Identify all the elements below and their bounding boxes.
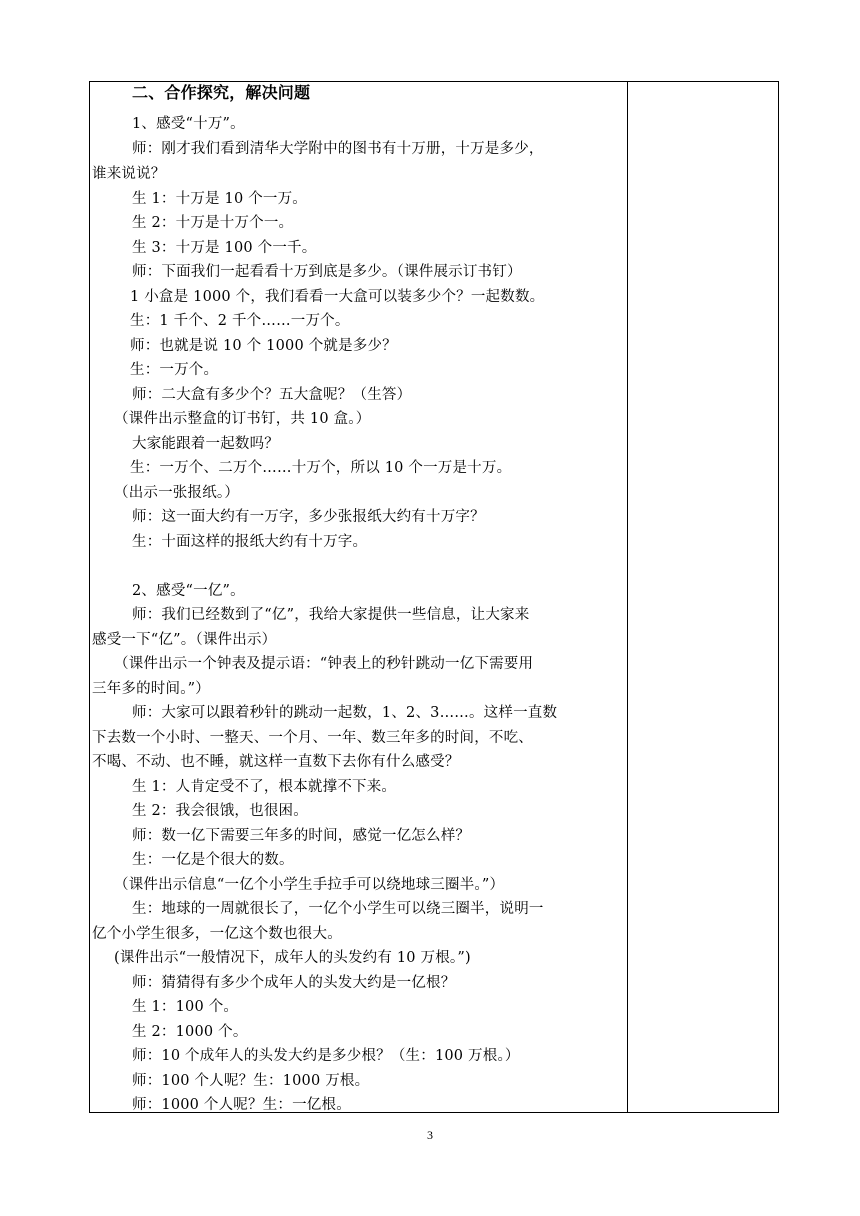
text-line: 下去数一个小时、一整天、一个月、一年、数三年多的时间，不吃、: [92, 730, 533, 746]
text-line: 生 1：100 个。: [132, 999, 239, 1015]
text-line: 大家能跟着一起数吗？: [132, 436, 279, 452]
text-line: 三年多的时间。”）: [92, 681, 210, 697]
text-line: 生 1：人肯定受不了，根本就撑不下来。: [132, 779, 397, 795]
text-line: 2、感受“一亿”。: [132, 583, 245, 599]
section-heading: 二、合作探究，解决问题: [132, 83, 311, 102]
text-line: 师：也就是说 10 个 1000 个就是多少？: [130, 338, 397, 354]
text-line: （出示一张报纸。）: [114, 485, 240, 501]
text-line: 生：1 千个、2 千个……一万个。: [130, 313, 350, 329]
text-line: 生：一亿是个很大的数。: [132, 852, 294, 868]
text-line: 生：一万个、二万个……十万个，所以 10 个一万是十万。: [130, 460, 512, 476]
text-line: 生 3：十万是 100 个一千。: [132, 240, 317, 256]
text-line: 师：这一面大约有一万字，多少张报纸大约有十万字？: [132, 509, 485, 525]
text-line: 生 2：十万是十万个一。: [132, 215, 294, 231]
text-line: 师：刚才我们看到清华大学附中的图书有十万册，十万是多少，: [132, 141, 544, 157]
text-line: 师：10 个成年人的头发大约是多少根？（生：100 万根。）: [132, 1048, 520, 1064]
text-line: （课件出示整盒的订书钉，共 10 盒。）: [114, 411, 371, 427]
text-line: 师：100 个人呢？生：1000 万根。: [132, 1073, 370, 1089]
text-line: 师：二大盒有多少个？五大盒呢？（生答）: [132, 387, 412, 403]
text-line: 师：下面我们一起看看十万到底是多少。（课件展示订书钉）: [132, 264, 522, 280]
text-line: 感受一下“亿”。（课件出示）: [92, 632, 277, 648]
text-line: 生：十面这样的报纸大约有十万字。: [132, 534, 368, 550]
text-line: 师：大家可以跟着秒针的跳动一起数，1、2、3……。这样一直数: [132, 705, 558, 721]
text-line: 生：一万个。: [130, 362, 219, 378]
text-line: 1 小盒是 1000 个，我们看看一大盒可以装多少个？一起数数。: [130, 289, 545, 305]
text-line: 师：猜猜得有多少个成年人的头发大约是一亿根？: [132, 975, 456, 991]
page-number: 3: [427, 1128, 433, 1142]
text-line: 不喝、不动、也不睡，就这样一直数下去你有什么感受？: [92, 754, 460, 770]
text-line: 生 1：十万是 10 个一万。: [132, 191, 308, 207]
column-divider: [627, 82, 628, 1112]
text-line: （课件出示一个钟表及提示语：“钟表上的秒针跳动一亿下需要用: [114, 656, 534, 672]
text-line: 亿个小学生很多，一亿这个数也很大。: [92, 926, 342, 942]
text-line: 生 2：1000 个。: [132, 1024, 248, 1040]
text-line: 师：1000 个人呢？生：一亿根。: [132, 1097, 351, 1113]
text-line: （课件出示信息“一亿个小学生手拉手可以绕地球三圈半。”）: [114, 877, 505, 893]
text-line: (课件出示“一般情况下，成年人的头发约有 10 万根。”): [114, 950, 471, 966]
text-line: 生 2：我会很饿，也很困。: [132, 803, 308, 819]
text-line: 师：数一亿下需要三年多的时间，感觉一亿怎么样？: [132, 828, 471, 844]
text-line: 谁来说说？: [92, 166, 166, 182]
text-line: 生：地球的一周就很长了，一亿个小学生可以绕三圈半，说明一: [132, 901, 544, 917]
text-line: 1、感受“十万”。: [132, 116, 245, 132]
text-line: 师：我们已经数到了“亿”，我给大家提供一些信息，让大家来: [132, 607, 530, 623]
